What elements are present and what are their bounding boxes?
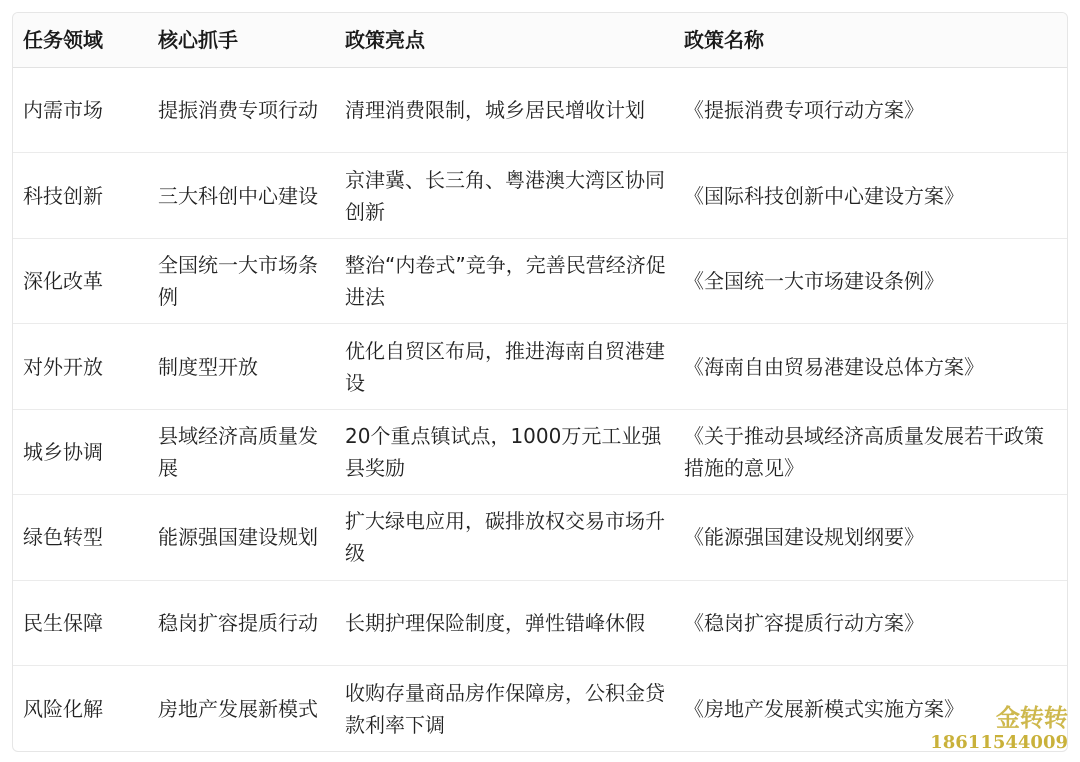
- cell-policy-name: 《国际科技创新中心建设方案》: [674, 153, 1067, 238]
- cell-policy-name: 《提振消费专项行动方案》: [674, 68, 1067, 153]
- cell-core-lever: 稳岗扩容提质行动: [148, 580, 335, 665]
- watermark: [930, 704, 1068, 754]
- cell-task-domain: 民生保障: [13, 580, 148, 665]
- cell-policy-highlights: 优化自贸区布局，推进海南自贸港建设: [335, 324, 674, 409]
- header-row: [13, 13, 1067, 68]
- header-task-domain: 任务领域: [13, 13, 148, 68]
- header-policy-highlights: 政策亮点: [335, 13, 674, 68]
- cell-policy-highlights: 扩大绿电应用，碳排放权交易市场升级: [335, 495, 674, 580]
- policy-table-container: [12, 12, 1068, 752]
- header-core-lever: 核心抓手: [148, 13, 335, 68]
- table-row: [13, 495, 1067, 580]
- cell-policy-highlights: 京津冀、长三角、粤港澳大湾区协同创新: [335, 153, 674, 238]
- policy-table: [13, 13, 1067, 751]
- cell-core-lever: 制度型开放: [148, 324, 335, 409]
- watermark-phone: 18611544009: [930, 732, 1068, 753]
- cell-policy-highlights: 收购存量商品房作保障房，公积金贷款利率下调: [345, 680, 665, 737]
- cell-core-lever: 全国统一大市场条例: [148, 238, 335, 323]
- cell-task-domain: 内需市场: [13, 68, 148, 153]
- table-body: [13, 68, 1067, 752]
- cell-core-lever: 房地产发展新模式: [158, 696, 318, 721]
- cell-task-domain: 绿色转型: [13, 495, 148, 580]
- cell-task-domain: 对外开放: [13, 324, 148, 409]
- cell-task-domain: 城乡协调: [13, 409, 148, 494]
- cell-policy-name: 《房地产发展新模式实施方案》: [684, 696, 964, 721]
- table-row: [13, 580, 1067, 665]
- cell-policy-highlights: 整治“内卷式”竞争，完善民营经济促进法: [335, 238, 674, 323]
- cell-task-domain: 科技创新: [13, 153, 148, 238]
- cell-task-domain: 深化改革: [13, 238, 148, 323]
- header-policy-name: 政策名称: [674, 13, 1067, 68]
- table-row: [13, 238, 1067, 323]
- cell-policy-highlights: 长期护理保险制度，弹性错峰休假: [335, 580, 674, 665]
- cell-policy-highlights: 20个重点镇试点，1000万元工业强县奖励: [335, 409, 674, 494]
- cell-core-lever: 县域经济高质量发展: [148, 409, 335, 494]
- cell-core-lever: 提振消费专项行动: [148, 68, 335, 153]
- cell-policy-name: 《关于推动县域经济高质量发展若干政策措施的意见》: [674, 409, 1067, 494]
- table-row: [13, 153, 1067, 238]
- cell-policy-name: 《稳岗扩容提质行动方案》: [674, 580, 1067, 665]
- table-row: [13, 409, 1067, 494]
- cell-core-lever: 能源强国建设规划: [148, 495, 335, 580]
- watermark-name: 金转转: [996, 703, 1068, 732]
- cell-policy-name: 《全国统一大市场建设条例》: [674, 238, 1067, 323]
- table-row: [13, 666, 1067, 751]
- table-row: [13, 324, 1067, 409]
- cell-policy-name: 《海南自由贸易港建设总体方案》: [674, 324, 1067, 409]
- cell-policy-name: 《能源强国建设规划纲要》: [674, 495, 1067, 580]
- cell-task-domain: 风险化解: [23, 696, 103, 721]
- cell-core-lever: 三大科创中心建设: [148, 153, 335, 238]
- table-header: [13, 13, 1067, 68]
- cell-policy-highlights: 清理消费限制，城乡居民增收计划: [335, 68, 674, 153]
- table-row: [13, 68, 1067, 153]
